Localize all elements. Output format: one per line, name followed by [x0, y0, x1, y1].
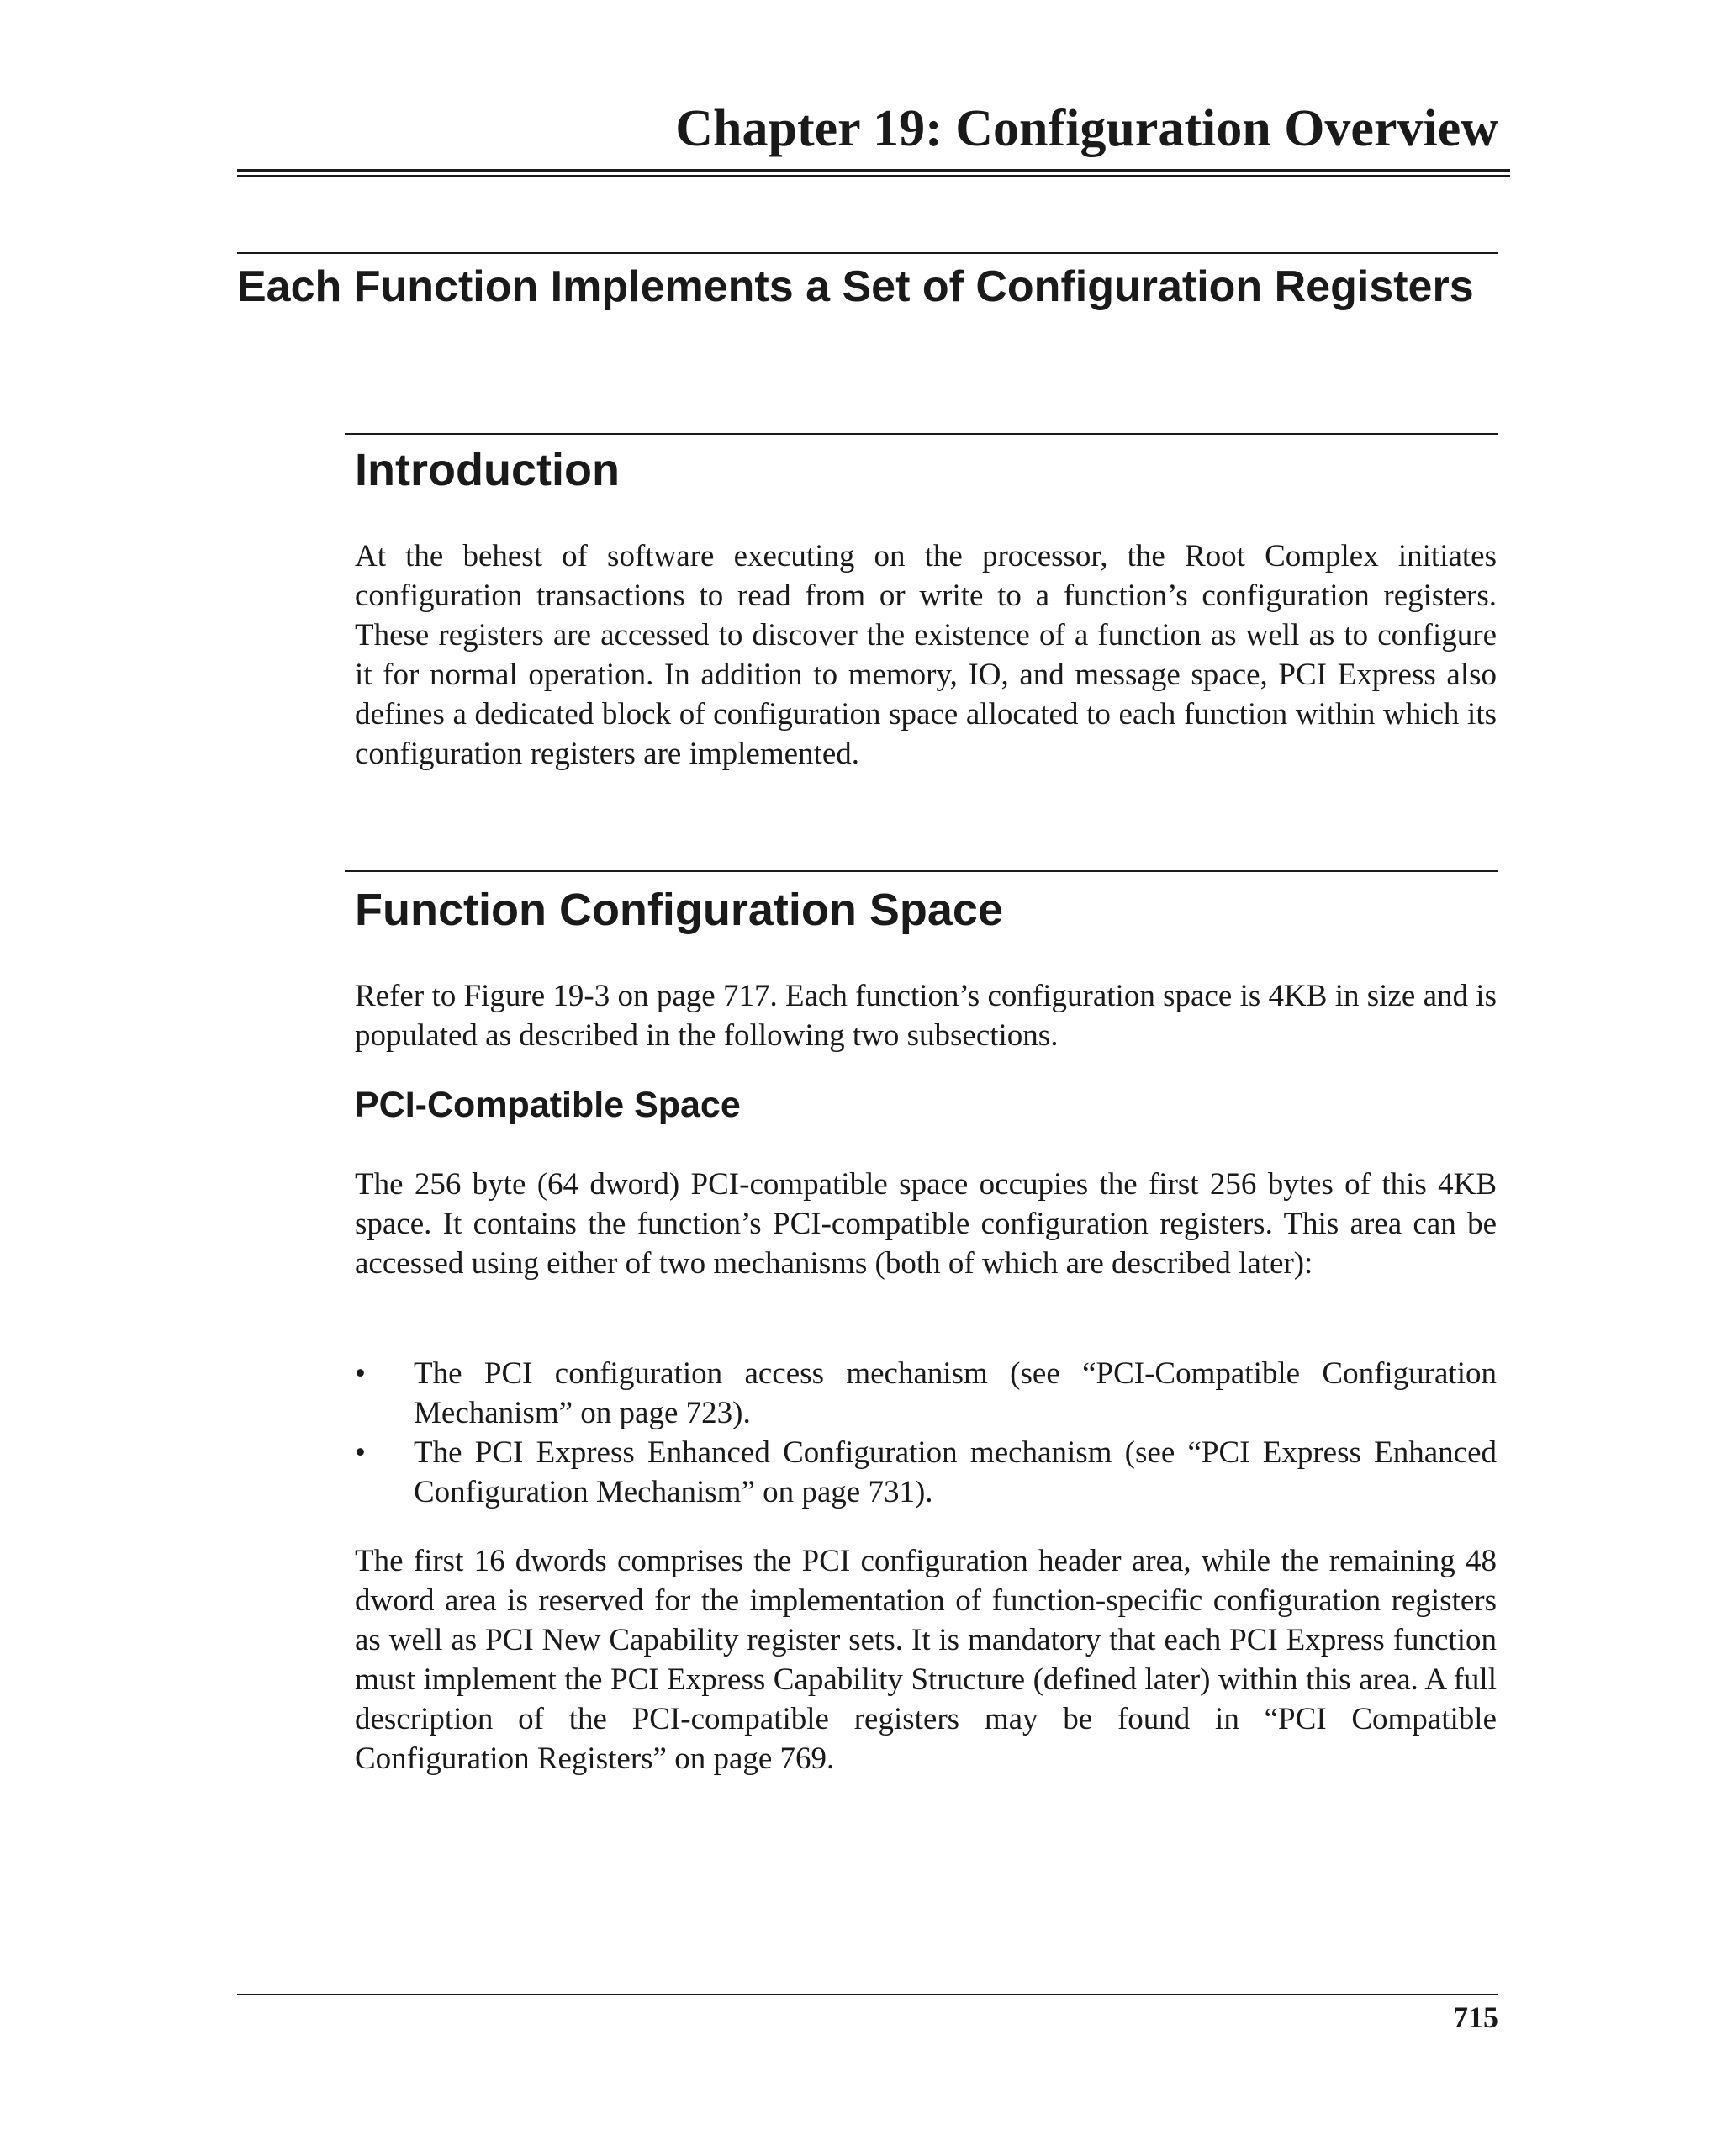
list-item — [355, 1433, 1497, 1512]
page-number: 715 — [1453, 2000, 1498, 2034]
mechanism-list — [355, 1354, 1497, 1512]
introduction-heading: Introduction — [355, 445, 620, 495]
list-item — [355, 1354, 1497, 1433]
bullet-icon: • — [355, 1356, 366, 1391]
pci-compatible-space-paragraph-1: The 256 byte (64 dword) PCI-compatible space occupies the first 256 bytes of this 4KB space. It contains the function’s PCI-compatible configuration registers. This area can be accessed using either of two mechanisms (both of which are described later): — [355, 1167, 1497, 1281]
list-item-text: The PCI configuration access mechanism (see “PCI-Compatible Configuration Mechanism” on page 723). — [414, 1356, 1497, 1430]
pci-compatible-space-heading: PCI-Compatible Space — [355, 1085, 741, 1125]
introduction-rule — [345, 433, 1498, 435]
pci-compatible-space-paragraph-2: The first 16 dwords comprises the PCI configuration header area, while the remaining 48 dword area is reserved for the implementation of function-specific configuration registers as well as PCI New Capability register sets. It is mandatory that each PCI Express function must implement the PCI Express Capability Structure (defined later) within this area. A full description of the PCI-compatible registers may be found in “PCI Compatible Configuration Registers” on page 769. — [355, 1544, 1497, 1776]
header-rule-thick — [237, 169, 1510, 172]
footer-rule — [237, 1994, 1498, 1995]
function-config-space-heading: Function Configuration Space — [355, 885, 1003, 935]
chapter-title: Chapter 19: Configuration Overview — [675, 100, 1498, 157]
header-rule-thin — [237, 175, 1510, 177]
function-config-space-paragraph: Refer to Figure 19-3 on page 717. Each function’s configuration space is 4KB in size and is populated as described in the following two subsections. — [355, 979, 1497, 1053]
section-title: Each Function Implements a Set of Configuration Registers — [237, 262, 1474, 311]
list-item-text: The PCI Express Enhanced Configuration mechanism (see “PCI Express Enhanced Configuration Mechanism” on page 731). — [414, 1435, 1497, 1509]
introduction-paragraph: At the behest of software executing on the processor, the Root Complex initiates configuration transactions to read from or write to a function’s configuration registers. These registers are accessed to discover the existence of a function as well as to configure it for normal operation. In addition to memory, IO, and message space, PCI Express also defines a dedicated block of configuration space allocated to each function within which its configuration registers are implemented. — [355, 539, 1497, 771]
bullet-icon: • — [355, 1435, 366, 1470]
section-rule — [237, 252, 1498, 254]
function-config-space-rule — [345, 870, 1498, 872]
